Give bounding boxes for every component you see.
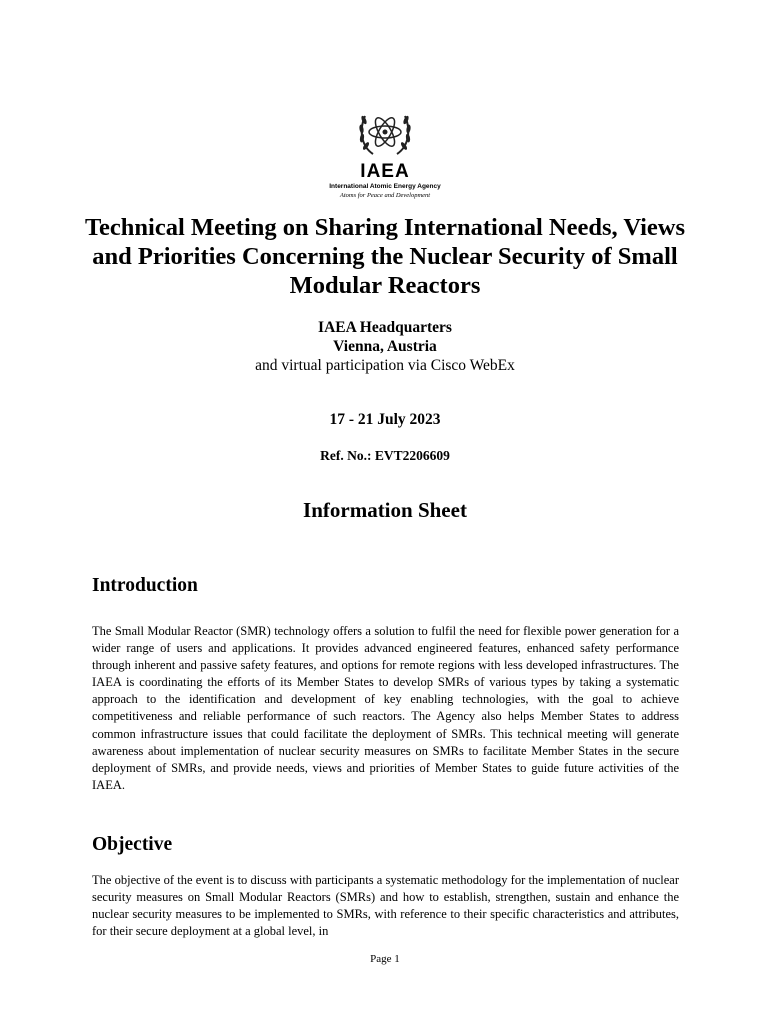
venue-line-city: Vienna, Austria bbox=[333, 338, 437, 355]
logo-agency-name: International Atomic Energy Agency bbox=[329, 183, 441, 190]
objective-paragraph: The objective of the event is to discuss with participants a systematic methodology for the implementation of nuclear security measures on Small Modular Reactors (SMRs) and how to establish, strengthen, sustain and enhance the nuclear security measures to be implemented to SMRs, with reference to their specific characteristics and attributes, for their secure deployment at a global level, in bbox=[92, 873, 679, 939]
introduction-heading: Introduction bbox=[92, 575, 198, 596]
introduction-paragraph: The Small Modular Reactor (SMR) technology offers a solution to fulfil the need for flexible power generation for a wider range of users and applications. It provides advanced engineered features, enhanced safety performance through inherent and passive safety features, and options for remote regions with less developed infrastructures. The IAEA is coordinating the efforts of its Member States to develop SMRs of various types by taking a systematic approach to the identification and development of key enabling technologies, with the goal to achieve competitiveness and reliable performance of such reactors. The Agency also helps Member States to address common infrastructure issues that could facilitate the deployment of SMRs. This technical meeting will generate awareness about implementation of nuclear security measures on SMRs to facilitate Member States in the secure deployment of SMRs, and provide needs, views and priorities of Member States to guide future activities of the IAEA. bbox=[92, 624, 679, 792]
logo-motto: Atoms for Peace and Development bbox=[339, 192, 431, 199]
meeting-dates: 17 - 21 July 2023 bbox=[329, 411, 441, 428]
venue-block bbox=[0, 318, 770, 375]
venue-line-headquarters: IAEA Headquarters bbox=[318, 319, 452, 336]
iaea-emblem-icon bbox=[353, 104, 417, 160]
venue-line-virtual: and virtual participation via Cisco WebEx bbox=[255, 357, 515, 374]
page-number: Page 1 bbox=[370, 953, 400, 965]
iaea-logo bbox=[0, 104, 770, 200]
document-title: Technical Meeting on Sharing International Needs, Views and Priorities Concerning the Nuclear Security of Small Modular Reactors bbox=[84, 214, 686, 299]
information-sheet-heading: Information Sheet bbox=[303, 498, 467, 522]
objective-heading: Objective bbox=[92, 834, 173, 855]
reference-number: Ref. No.: EVT2206609 bbox=[320, 448, 450, 463]
logo-abbreviation: IAEA bbox=[360, 161, 410, 182]
